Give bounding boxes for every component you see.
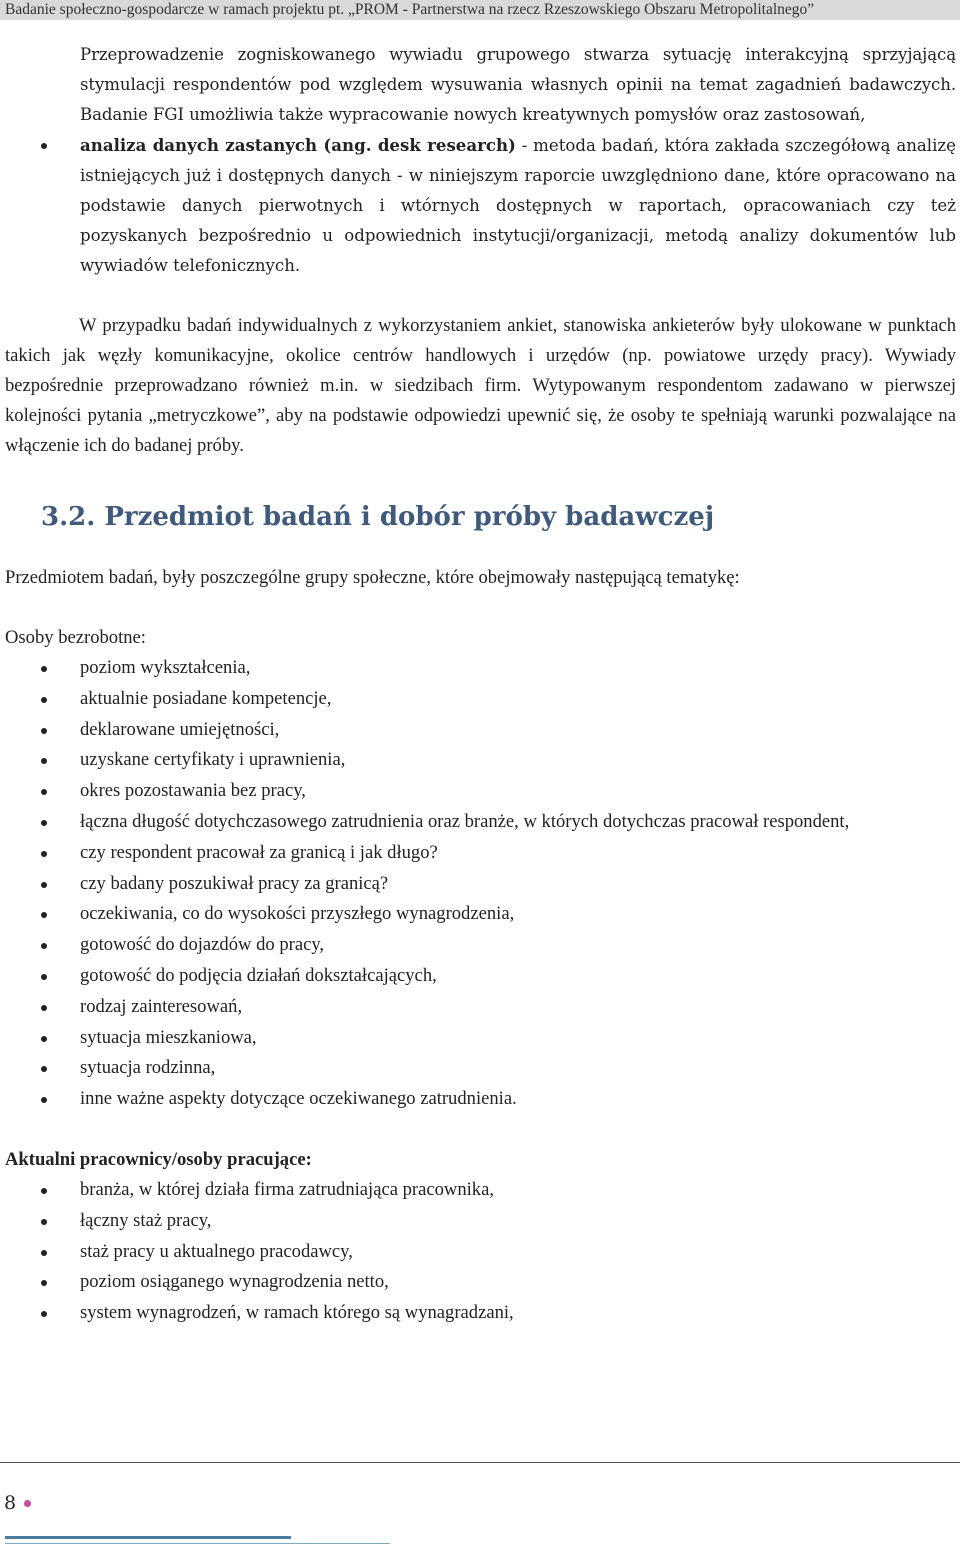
page-accent-dot-icon: [24, 1500, 31, 1507]
list-item: [5, 1267, 956, 1298]
list-item: [5, 1237, 956, 1268]
list-item-text: sytuacja rodzinna,: [80, 1057, 216, 1079]
bullet-icon: [41, 974, 47, 980]
bullet-icon: [41, 1280, 47, 1286]
bullet-icon: [41, 666, 47, 672]
list-item-text: system wynagrodzeń, w ramach którego są wynagradzani,: [80, 1302, 514, 1324]
bullet-icon: [41, 820, 47, 826]
desk-research-list: [5, 130, 956, 281]
individual-research-paragraph: W przypadku badań indywidualnych z wykorzystaniem ankiet, stanowiska ankieterów były ulokowane w punktach takich jak węzły komunikacyjne, okolice centrów handlowych i urzędów (np. powiatowe urzędy pracy). Wywiady bezpośrednie przeprowadzano również m.in. w siedzibach firm. Wytypowanym respondentom zadawano w pierwszej kolejności pytania „metryczkowe”, aby na podstawie odpowiedzi upewnić się, że osoby te spełniają warunki pozwalające na włączenie ich do badanej próby.: [5, 315, 956, 456]
list-item: [5, 1023, 956, 1054]
list-item: [5, 869, 956, 900]
list-item-text: aktualnie posiadane kompetencje,: [80, 687, 332, 709]
list-item: [5, 1053, 956, 1084]
list-item-text: deklarowane umiejętności,: [80, 718, 280, 740]
list-item: [5, 715, 956, 746]
list-item-text: okres pozostawania bez pracy,: [80, 780, 306, 802]
section-title: Przedmiot badań i dobór próby badawczej: [104, 502, 715, 532]
bullet-icon: [41, 728, 47, 734]
bullet-icon: [41, 789, 47, 795]
list-item: [5, 992, 956, 1023]
list-item-text: gotowość do podjęcia działań dokształcających,: [80, 964, 437, 986]
footer-divider: [0, 1462, 960, 1463]
page-body: [5, 40, 956, 1329]
list-item: [5, 1084, 956, 1115]
desk-research-description: - metoda badań, która zakłada szczegółową analizę istniejących już i dostępnych danych - w niniejszym raporcie uwzględniono dane, które opracowano na podstawie danych pierwotnych i wtórnych dostępnych w raportach, opracowaniach czy też pozyskanych bezpośrednio u odpowiednich instytucji/organizacji, metodą analizy dokumentów lub wywiadów telefonicznych.: [80, 136, 956, 275]
list-item: [5, 1206, 956, 1237]
bullet-icon: [41, 758, 47, 764]
desk-research-term: analiza danych zastanych (ang. desk research): [80, 135, 516, 155]
list-item-text: oczekiwania, co do wysokości przyszłego wynagrodzenia,: [80, 903, 515, 925]
list-item: [5, 838, 956, 869]
fgi-continuation-paragraph: Przeprowadzenie zogniskowanego wywiadu grupowego stwarza sytuację interakcyjną sprzyjającą stymulacji respondentów pod względem wysuwania własnych opinii na temat zagadnień badawczych. Badanie FGI umożliwia także wypracowanie nowych kreatywnych pomysłów oraz zastosowań,: [80, 45, 956, 124]
footer-accent-bar: [5, 1536, 291, 1539]
page-number: 8: [4, 1492, 17, 1514]
list-item-text: gotowość do dojazdów do pracy,: [80, 934, 325, 956]
list-item: [5, 930, 956, 961]
list-item-text: inne ważne aspekty dotyczące oczekiwanego zatrudnienia.: [80, 1088, 517, 1110]
bullet-icon: [41, 1250, 47, 1256]
bullet-icon: [41, 143, 47, 149]
section-heading: [5, 499, 956, 535]
list-item: [5, 961, 956, 992]
list-item: [5, 684, 956, 715]
list-item-text: czy badany poszukiwał pracy za granicą?: [80, 872, 389, 894]
list-item: [5, 130, 956, 281]
list-item: [5, 745, 956, 776]
unemployed-topics-list: [5, 653, 956, 1115]
section-number: 3.2.: [41, 502, 96, 532]
list-item-text: uzyskane certyfikaty i uprawnienia,: [80, 749, 346, 771]
bullet-icon: [41, 943, 47, 949]
list-item: [5, 807, 956, 838]
list-item: [5, 1175, 956, 1206]
list-item: [5, 653, 956, 684]
bullet-icon: [41, 1036, 47, 1042]
running-header: Badanie społeczno-gospodarcze w ramach projektu pt. „PROM - Partnerstwa na rzecz Rzeszowskiego Obszaru Metropolitalnego”: [0, 0, 960, 20]
list-item-text: sytuacja mieszkaniowa,: [80, 1026, 257, 1048]
list-item-text: łączna długość dotychczasowego zatrudnienia oraz branże, w których dotychczas pracował respondent,: [80, 810, 850, 832]
bullet-icon: [41, 912, 47, 918]
bullet-icon: [41, 1219, 47, 1225]
bullet-icon: [41, 882, 47, 888]
employed-label: Aktualni pracownicy/osoby pracujące:: [5, 1148, 312, 1170]
list-item: [5, 899, 956, 930]
bullet-icon: [41, 697, 47, 703]
list-item-text: branża, w której działa firma zatrudniająca pracownika,: [80, 1178, 495, 1200]
unemployed-label: Osoby bezrobotne:: [5, 627, 146, 648]
list-item-text: rodzaj zainteresowań,: [80, 995, 243, 1017]
bullet-icon: [41, 851, 47, 857]
bullet-icon: [41, 1097, 47, 1103]
list-item-text: poziom wykształcenia,: [80, 657, 251, 678]
list-item: [5, 776, 956, 807]
footer-accent-line: [5, 1543, 390, 1544]
bullet-icon: [41, 1066, 47, 1072]
list-item: [5, 1298, 956, 1329]
bullet-icon: [41, 1188, 47, 1194]
employed-topics-list: [5, 1175, 956, 1329]
intro-paragraph: Przedmiotem badań, były poszczególne grupy społeczne, które obejmowały następującą tematykę:: [5, 567, 740, 588]
list-item-text: staż pracy u aktualnego pracodawcy,: [80, 1240, 353, 1262]
bullet-icon: [41, 1005, 47, 1011]
list-item-text: poziom osiąganego wynagrodzenia netto,: [80, 1271, 389, 1293]
list-item-text: czy respondent pracował za granicą i jak długo?: [80, 841, 438, 863]
list-item-text: łączny staż pracy,: [80, 1209, 212, 1231]
bullet-icon: [41, 1311, 47, 1317]
